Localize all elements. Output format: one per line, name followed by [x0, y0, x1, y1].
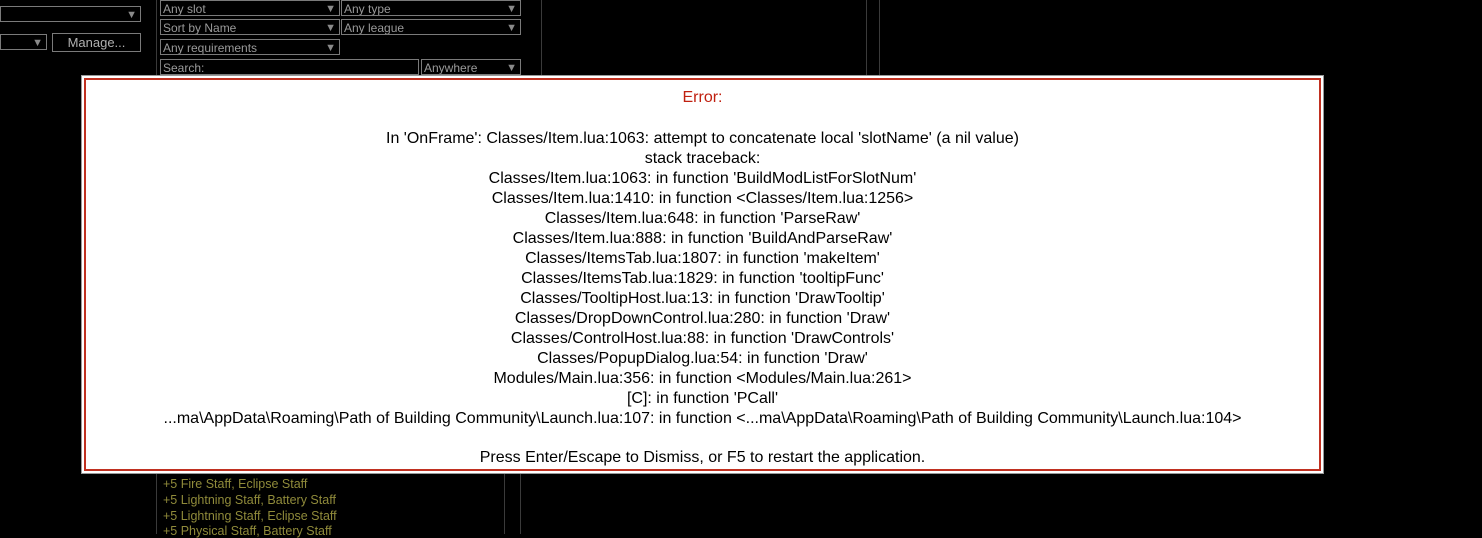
sort-dropdown[interactable]: Sort by Name ▼: [160, 19, 340, 35]
list-item[interactable]: +5 Lightning Staff, Battery Staff: [163, 493, 336, 507]
traceback-line: Classes/TooltipHost.lua:13: in function 'DrawTooltip': [520, 290, 885, 307]
requirements-filter-dropdown[interactable]: Any requirements ▼: [160, 39, 340, 55]
traceback-line: ...ma\AppData\Roaming\Path of Building Community\Launch.lua:107: in function <...ma\AppData\Roaming\Path of Building Community\Launch.lua:104>: [163, 410, 1242, 427]
list-item[interactable]: +5 Physical Staff, Battery Staff: [163, 524, 332, 538]
error-dialog[interactable]: [81, 75, 1324, 474]
list-item[interactable]: +5 Lightning Staff, Eclipse Staff: [163, 509, 337, 523]
traceback-line: Classes/PopupDialog.lua:54: in function 'Draw': [537, 350, 868, 367]
traceback-line: Classes/DropDownControl.lua:280: in function 'Draw': [514, 310, 891, 327]
slot-filter-dropdown[interactable]: Any slot ▼: [160, 0, 340, 16]
chevron-down-icon: ▼: [126, 9, 137, 21]
traceback-line: Modules/Main.lua:356: in function <Modules/Main.lua:261>: [493, 370, 912, 387]
traceback-line: Classes/Item.lua:888: in function 'BuildAndParseRaw': [512, 230, 893, 247]
panel-divider-mid: [541, 0, 542, 75]
search-input[interactable]: Search:: [160, 59, 419, 75]
manage-button[interactable]: Manage...: [52, 33, 141, 52]
chevron-down-icon: ▼: [506, 62, 517, 74]
error-traceback: [86, 129, 1319, 429]
error-title: Error:: [682, 89, 723, 106]
chevron-down-icon: ▼: [506, 3, 517, 15]
chevron-down-icon: ▼: [32, 37, 43, 49]
dismiss-hint: Press Enter/Escape to Dismiss, or F5 to restart the application.: [479, 449, 926, 466]
traceback-line: Classes/Item.lua:1410: in function <Classes/Item.lua:1256>: [491, 190, 914, 207]
traceback-line: Classes/Item.lua:648: in function 'ParseRaw': [544, 210, 861, 227]
traceback-line: Classes/ItemsTab.lua:1807: in function 'makeItem': [525, 250, 880, 267]
error-message-line: In 'OnFrame': Classes/Item.lua:1063: attempt to concatenate local 'slotName' (a nil value): [386, 130, 1019, 147]
chevron-down-icon: ▼: [506, 22, 517, 34]
error-dialog-frame: [84, 78, 1321, 471]
type-filter-dropdown[interactable]: Any type ▼: [341, 0, 521, 16]
chevron-down-icon: ▼: [325, 42, 336, 54]
list-item[interactable]: +5 Fire Staff, Eclipse Staff: [163, 477, 308, 491]
chevron-down-icon: ▼: [325, 3, 336, 15]
set-dropdown[interactable]: [0, 6, 141, 22]
panel-divider-right: [866, 0, 867, 75]
panel-divider-far-right: [879, 0, 880, 75]
traceback-line: [C]: in function 'PCall': [626, 390, 779, 407]
traceback-line: Classes/ItemsTab.lua:1829: in function 'tooltipFunc': [521, 270, 884, 287]
traceback-line: Classes/Item.lua:1063: in function 'BuildModListForSlotNum': [488, 170, 917, 187]
traceback-line: Classes/ControlHost.lua:88: in function 'DrawControls': [510, 330, 895, 347]
search-scope-dropdown[interactable]: Anywhere ▼: [421, 59, 521, 75]
league-filter-dropdown[interactable]: Any league ▼: [341, 19, 521, 35]
list-divider-right: [520, 474, 521, 534]
list-scrollbar-left: [504, 474, 505, 534]
traceback-line: stack traceback:: [644, 150, 761, 167]
item-set-dropdown[interactable]: [0, 34, 47, 50]
chevron-down-icon: ▼: [325, 22, 336, 34]
